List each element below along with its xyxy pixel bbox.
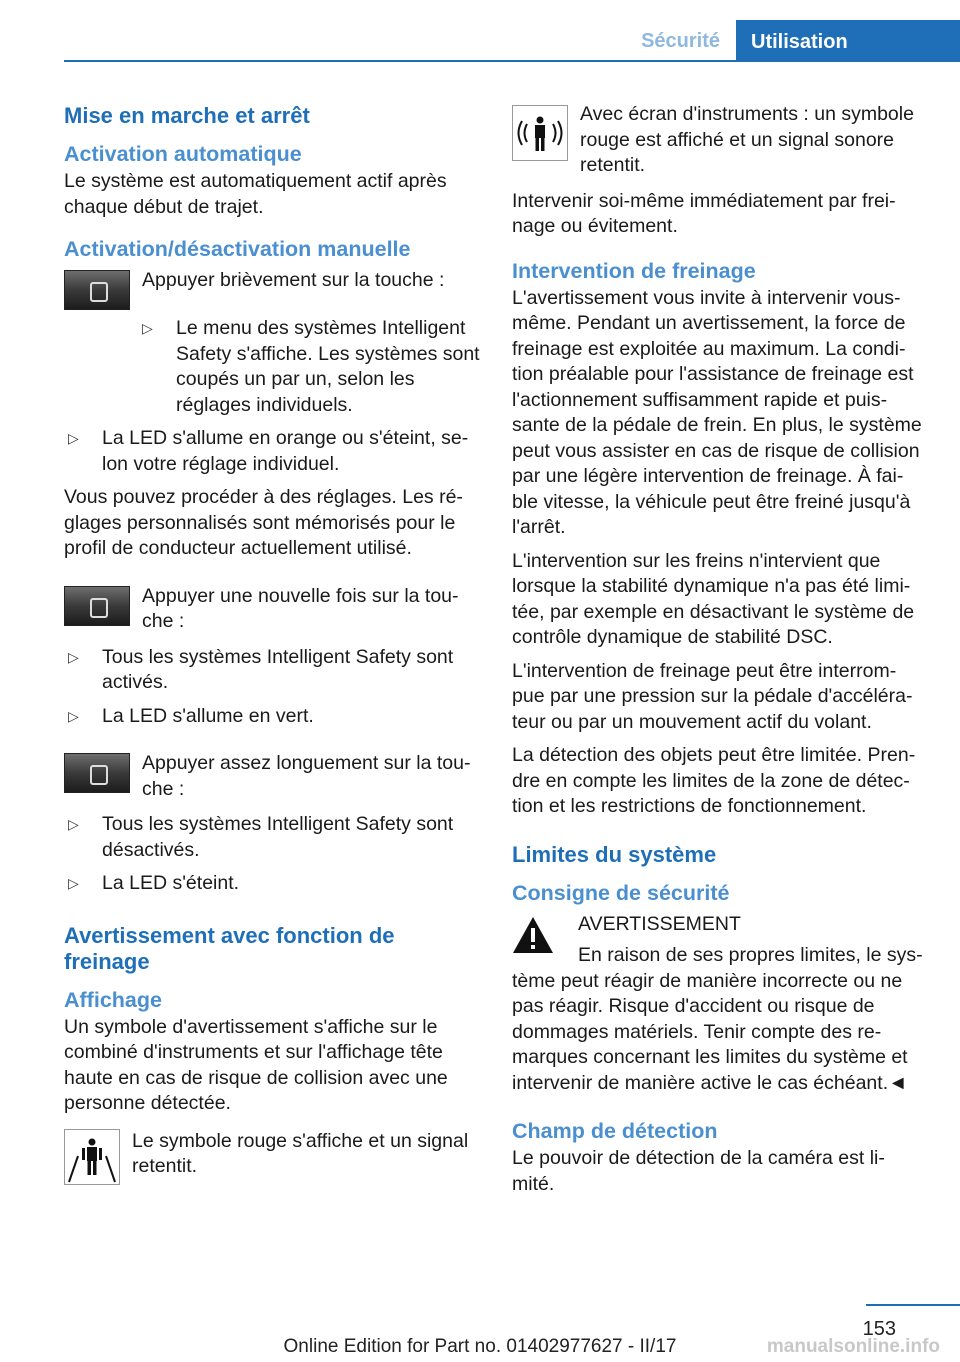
section-tab-securite: Sécurité (641, 30, 720, 52)
heading-activation-auto: Activation automatique (64, 142, 302, 166)
warning-row (512, 912, 928, 969)
heading-activation-manuelle: Activation/désactivation manuelle (64, 237, 411, 261)
paragraph-braking-1: L'avertissement vous invite à intervenir vous- même. Pendant un avertissement, la force de freinage est exploitée au maximum. La condi- tion préalable pour l'assistance de freinage est l'actionnement suffisamment rapide et puis- sante de la pédale de frein. En plus, le système peut vous assister en cas de risque de collision par une légère intervention de freinage. À fai- ble vitesse, la véhicule peut être freiné jusqu'à l'arrêt. (512, 286, 922, 538)
press-short-text: Appuyer brièvement sur la touche : (142, 269, 445, 291)
heading-champ-detection: Champ de détection (512, 1119, 718, 1143)
warning-text: tème peut réagir de manière incorrecte ou ne pas réagir. Risque d'accident ou risque de dommages matériels. Tenir compte des re- marques concernant les limites du système et intervenir de manière active le cas échéant.◄ (512, 969, 908, 1094)
bullet-triangle-icon: ▷ (68, 816, 79, 832)
paragraph-detection: Le pouvoir de détection de la caméra est li- mité. (512, 1147, 885, 1195)
paragraph-settings: Vous pouvez procéder à des réglages. Les ré- glages personnalisés sont mémorisés pour le profil de conducteur actuellement utilisé. (64, 486, 463, 559)
bullet-triangle-icon: ▷ (68, 648, 79, 665)
red-symbol-row (64, 1129, 480, 1185)
heading-avertissement: Avertissement avec fonction de freinage (64, 922, 395, 974)
edition-line: Online Edition for Part no. 01402977627 - II/17 (283, 1336, 677, 1357)
heading-intervention-freinage: Intervention de freinage (512, 258, 756, 283)
list-item: ▷ Tous les systèmes Intelligent Safety sont activés. (64, 645, 480, 696)
press-long-row (64, 751, 480, 802)
heading-consigne: Consigne de sécurité (512, 880, 730, 905)
bullet-triangle-icon: ▷ (68, 875, 79, 891)
warning-text-first: En raison de ses propres limites, le sys- (578, 944, 923, 966)
paragraph-braking-4: La détection des objets peut être limitée. Pren- dre en compte les limites de la zone de détec- tion et les restrictions de fonctionnement. (512, 744, 916, 817)
safety-button-icon (64, 753, 130, 793)
list-item: ▷ La LED s'allume en orange ou s'éteint, se- lon votre réglage individuel. (64, 426, 480, 477)
press-long-text: Appuyer assez longuement sur la tou- che : (142, 752, 471, 800)
list-item: ▷ La LED s'allume en vert. (64, 704, 480, 730)
safety-button-icon (64, 586, 130, 626)
safety-button-icon (64, 270, 130, 310)
left-column (64, 96, 480, 1191)
page-number: 153 (862, 1318, 896, 1340)
paragraph-braking-3: L'intervention de freinage peut être interrom- pue par une pression sur la pédale d'accéléra- teur ou par un mouvement actif du volant. (512, 659, 913, 733)
pedestrian-sound-icon (512, 105, 568, 161)
watermark: manualsonline.info (766, 1336, 940, 1357)
heading-mise-en-marche: Mise en marche et arrêt (64, 103, 310, 128)
list-item: ▷ Le menu des systèmes Intelligent Safety s'affiche. Les systèmes sont coupés un par un, selon les réglages individuels. (64, 316, 480, 418)
paragraph-display: Un symbole d'avertissement s'affiche sur le combiné d'instruments et sur l'affichage tête haute en cas de risque de collision avec une personne détectée. (64, 1015, 448, 1114)
list-item: ▷ Tous les systèmes Intelligent Safety sont désactivés. (64, 812, 480, 863)
press-short-row (64, 268, 480, 310)
warning-label: AVERTISSEMENT (578, 912, 741, 935)
red-symbol-text: Le symbole rouge s'affiche et un signal retentit. (132, 1129, 469, 1177)
press-again-text: Appuyer une nouvelle fois sur la tou- che : (142, 584, 459, 632)
section-tab-utilisation: Utilisation (736, 20, 960, 62)
paragraph-braking-2: L'intervention sur les freins n'intervient que lorsque la stabilité dynamique n'a pas été limi- tée, par exemple en désactivant le système de contrôle dynamique de stabilité DSC. (512, 549, 915, 648)
list-item: ▷ La LED s'éteint. (64, 871, 480, 897)
heading-affichage: Affichage (64, 987, 162, 1012)
instrument-screen-row (512, 105, 928, 179)
warning-triangle-icon (512, 916, 554, 954)
bullet-triangle-icon: ▷ (68, 707, 79, 724)
bullet-triangle-icon: ▷ (68, 430, 79, 446)
footer-rule (866, 1304, 960, 1306)
right-column (512, 96, 928, 1205)
instrument-screen-text: Avec écran d'instruments : un symbole rouge est affiché et un signal sonore retentit. (580, 103, 914, 176)
page-header (64, 0, 960, 62)
paragraph-auto: Le système est automatiquement actif après chaque début de trajet. (64, 170, 447, 218)
header-rule (64, 60, 960, 62)
pedestrian-warning-icon (64, 1129, 120, 1185)
bullet-triangle-icon: ▷ (142, 320, 153, 336)
warning-head (578, 912, 928, 969)
paragraph-intervene: Intervenir soi-même immédiatement par frei- nage ou évitement. (512, 189, 896, 237)
press-again-row (64, 584, 480, 635)
heading-limites: Limites du système (512, 841, 717, 867)
